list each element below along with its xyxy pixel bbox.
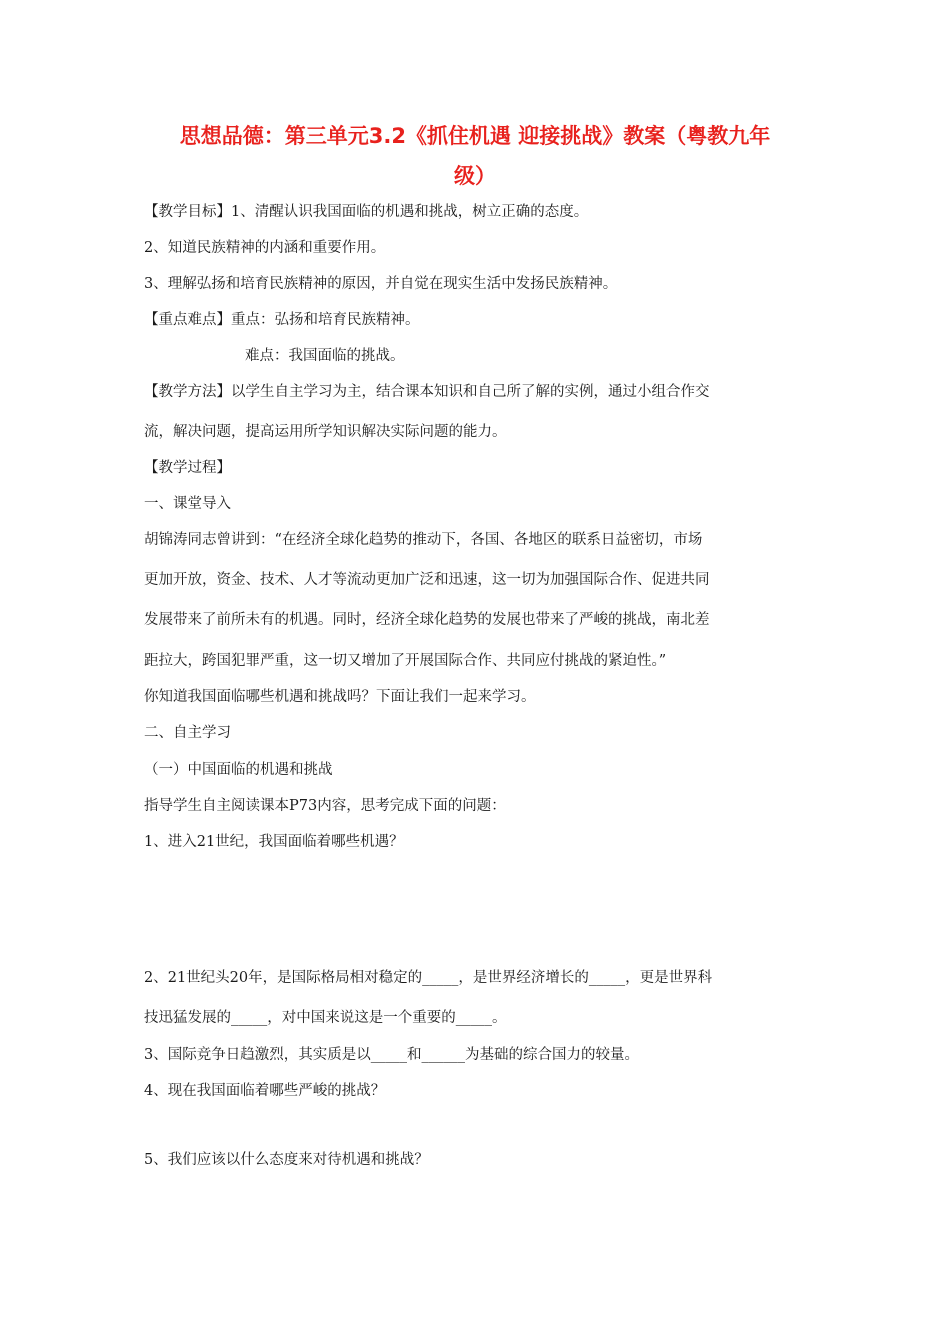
question-3: 3、国际竞争日趋激烈，其实质是以_____和______为基础的综合国力的较量。: [144, 1047, 639, 1063]
title-line-2: 级）: [454, 164, 496, 188]
intro-question: 你知道我国面临哪些机遇和挑战吗？下面让我们一起来学习。: [144, 689, 536, 705]
section-self-study-heading: 二、自主学习: [144, 725, 231, 741]
teaching-method-line-2: 流，解决问题，提高运用所学知识解决实际问题的能力。: [144, 424, 507, 440]
quote-line-4: 距拉大，跨国犯罪严重，这一切又增加了开展国际合作、共同应付挑战的紧迫性。”: [144, 653, 667, 669]
question-2-line-2: 技迅猛发展的_____，对中国来说这是一个重要的_____。: [144, 1010, 507, 1026]
reading-instruction: 指导学生自主阅读课本P73内容，思考完成下面的问题：: [144, 798, 506, 814]
quote-line-1: 胡锦涛同志曾讲到：“在经济全球化趋势的推动下，各国、各地区的联系日益密切，市场: [144, 532, 703, 548]
quote-line-2: 更加开放，资金、技术、人才等流动更加广泛和迅速，这一切为加强国际合作、促进共同: [144, 572, 710, 588]
key-point: 【重点难点】重点：弘扬和培育民族精神。: [144, 312, 420, 328]
quote-line-3: 发展带来了前所未有的机遇。同时，经济全球化趋势的发展也带来了严峻的挑战，南北差: [144, 612, 710, 628]
teaching-objective-3: 3、理解弘扬和培育民族精神的原因，并自觉在现实生活中发扬民族精神。: [144, 276, 618, 292]
section-intro-heading: 一、课堂导入: [144, 496, 231, 512]
document-title: [120, 116, 830, 196]
subsection-heading: （一）中国面临的机遇和挑战: [144, 762, 333, 778]
teaching-process-heading: 【教学过程】: [144, 460, 231, 476]
teaching-method-line-1: 【教学方法】以学生自主学习为主，结合课本知识和自己所了解的实例，通过小组合作交: [144, 384, 710, 400]
teaching-objective-2: 2、知道民族精神的内涵和重要作用。: [144, 240, 386, 256]
question-5: 5、我们应该以什么态度来对待机遇和挑战？: [144, 1152, 429, 1168]
question-4: 4、现在我国面临着哪些严峻的挑战？: [144, 1083, 386, 1099]
teaching-objective-1: 【教学目标】1、清醒认识我国面临的机遇和挑战，树立正确的态度。: [144, 204, 589, 220]
difficult-point: 难点：我国面临的挑战。: [245, 348, 405, 364]
question-2-line-1: 2、21世纪头20年，是国际格局相对稳定的_____，是世界经济增长的_____，更是世界科: [144, 970, 713, 986]
question-1: 1、进入21世纪，我国面临着哪些机遇？: [144, 834, 404, 850]
title-line-1: 思想品德：第三单元3.2《抓住机遇 迎接挑战》教案（粤教九年: [179, 124, 771, 148]
